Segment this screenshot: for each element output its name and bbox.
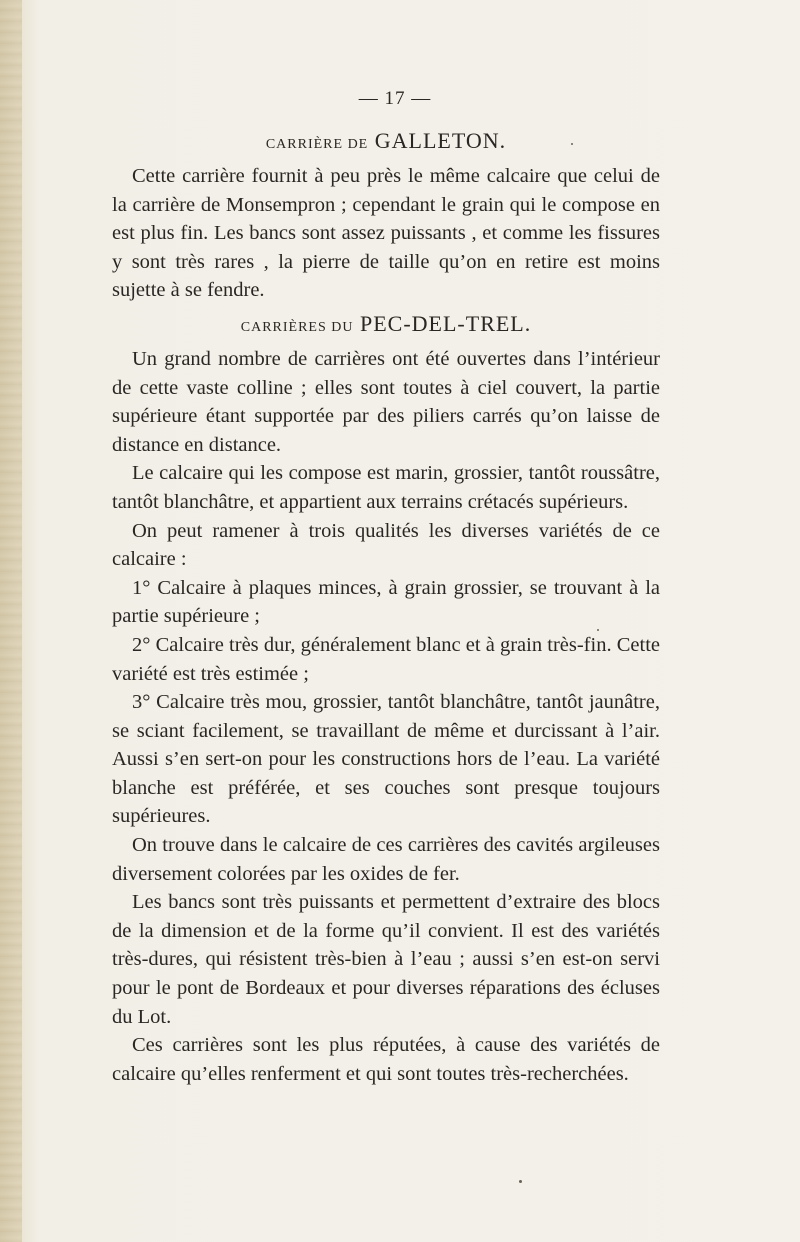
paper-speck bbox=[597, 629, 599, 631]
paragraph: Ces carrières sont les plus réputées, à cause des variétés de calcaire qu’elles renferment et qui sont toutes très-recherchées. bbox=[112, 1034, 660, 1085]
section-title-galleton bbox=[112, 128, 660, 154]
paper-speck bbox=[571, 143, 573, 145]
list-item: 1° Calcaire à plaques minces, à grain grossier, se trouvant à la partie supérieure ; bbox=[112, 576, 660, 628]
paragraph: Un grand nombre de carrières ont été ouvertes dans l’intérieur de cette vaste colline ; elles sont toutes à ciel couvert, la partie supérieure étant supportée par des piliers carrés qu’on laisse de distance en distance. bbox=[112, 347, 660, 456]
paper-speck bbox=[519, 1180, 522, 1183]
section-title-pec-del-trel bbox=[112, 311, 660, 337]
paragraph: Le calcaire qui les compose est marin, grossier, tantôt roussâtre, tantôt blanchâtre, et appartient aux terrains crétacés supérieurs. bbox=[112, 462, 660, 513]
page-text-block bbox=[112, 88, 660, 1088]
section-title-prefix: CARRIÈRE DE bbox=[265, 137, 369, 152]
paragraph: Les bancs sont très puissants et permettent d’extraire des blocs de la dimension et de la forme qu’il convient. Il est des variétés très-dures, qui résistent très-bien à l’eau ; aussi s’en est-on servi pour le pont de Bordeaux et pour diverses réparations des écluses du Lot. bbox=[112, 891, 660, 1028]
list-item: 2° Calcaire très dur, généralement blanc et à grain très-fin. Cette variété est très estimée ; bbox=[112, 633, 660, 685]
section-title-prefix: CARRIÈRES DU bbox=[240, 319, 354, 335]
paragraph: On trouve dans le calcaire de ces carrières des cavités argileuses diversement colorées par les oxides de fer. bbox=[112, 834, 660, 885]
list-item: 3° Calcaire très mou, grossier, tantôt blanchâtre, tantôt jaunâtre, se sciant facilement, se travaillant de même et durcissant à l’air. Aussi s’en sert-on pour les constructions hors de l’eau. La variété blanche est préférée, et ses couches sont presque toujours supérieures. bbox=[112, 691, 660, 828]
section-title-main: GALLETON. bbox=[374, 128, 507, 153]
section-title-main: PEC-DEL-TREL. bbox=[359, 310, 532, 336]
paragraph: On peut ramener à trois qualités les diverses variétés de ce calcaire : bbox=[112, 519, 660, 571]
page-binding-edge bbox=[0, 0, 22, 1242]
paragraph: Cette carrière fournit à peu près le même calcaire que celui de la carrière de Monsempron ; cependant le grain qui le compose en est plus fin. Les bancs sont assez puissants , et comme les fissures y sont très rares , la pierre de taille qu’on en retire est moins sujette à se fendre. bbox=[112, 165, 660, 302]
page-number: — 17 — bbox=[358, 88, 432, 109]
